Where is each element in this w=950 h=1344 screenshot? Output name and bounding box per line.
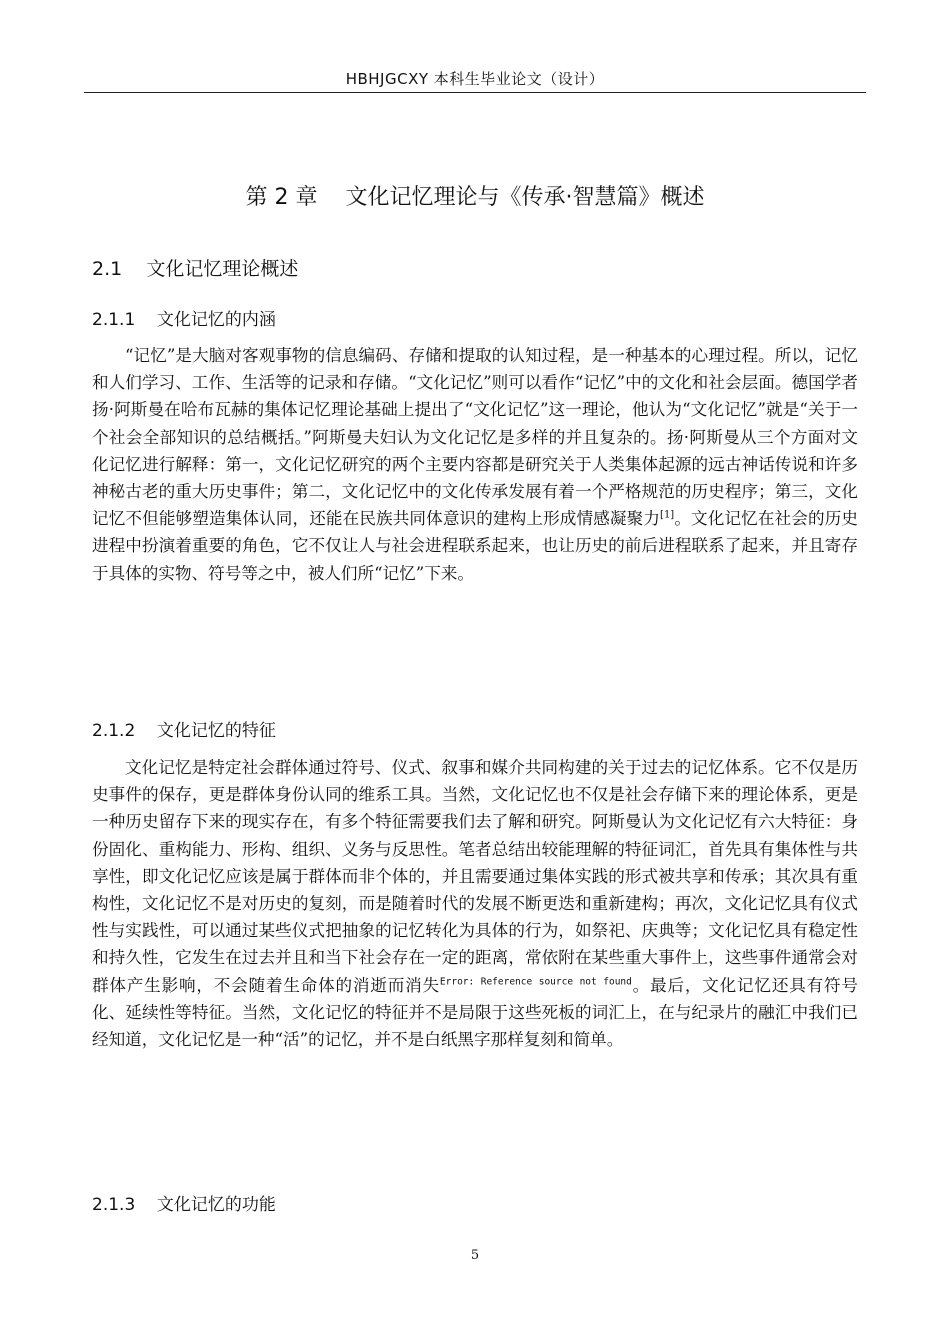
section-heading-2-1-1: 2.1.1 文化记忆的内涵 [92,310,276,330]
paragraph-cultural-memory-features [92,754,858,1053]
paragraph-cultural-memory-connotation [92,342,858,587]
chapter-title: 第 2 章 文化记忆理论与《传承·智慧篇》概述 [245,185,705,210]
citation-ref: [1] [660,509,675,521]
page-number: 5 [470,1248,480,1263]
paragraph-text: 文化记忆是特定社会群体通过符号、仪式、叙事和媒介共同构建的关于过去的记忆体系。它不仅是历史事件的保存，更是群体身份认同的维系工具。当然，文化记忆也不仅是社会存储下来的理论体系，更是一种历史留存下来的现实存在，有多个特征需要我们去了解和研究。阿斯曼认为文化记忆有六大特征：身份固化、重构能力、形构、组织、义务与反思性。笔者总结出较能理解的特征词汇，首先具有集体性与共享性，即文化记忆应该是属于群体而非个体的，并且需要通过集体实践的形式被共享和传承；其次具有重构性，文化记忆不是对历史的复刻，而是随着时代的发展不断更迭和重新建构；再次，文化记忆具有仪式性与实践性，可以通过某些仪式把抽象的记忆转化为具体的行为，如祭祀、庆典等；文化记忆具有稳定性和持久性，它发生在过去并且和当下社会存在一定的距离，常依附在某些重大事件上，这些事件通常会对群体产生影响，不会随着生命体的消逝而消失 [92,758,858,995]
section-heading-2-1-2: 2.1.2 文化记忆的特征 [92,721,276,741]
reference-error-text: Error: Reference source not found [439,976,632,988]
paragraph-text: 。文化记忆在社会的历史进程中扮演着重要的角色，它不仅让人与社会进程联系起来，也让历史的前后进程联系了起来，并且寄存于具体的实物、符号等之中，被人们所“记忆”下来。 [92,509,858,583]
paragraph-text: “记忆”是大脑对客观事物的信息编码、存储和提取的认知过程，是一种基本的心理过程。所以，记忆和人们学习、工作、生活等的记录和存储。“文化记忆”则可以看作“记忆”中的文化和社会层面。德国学者扬·阿斯曼在哈布瓦赫的集体记忆理论基础上提出了“文化记忆”这一理论，他认为“文化记忆”就是“关于一个社会全部知识的总结概括。”阿斯曼夫妇认为文化记忆是多样的并且复杂的。扬·阿斯曼从三个方面对文化记忆进行解释：第一，文化记忆研究的两个主要内容都是研究关于人类集体起源的远古神话传说和许多神秘古老的重大历史事件；第二，文化记忆中的文化传承发展有着一个严格规范的历史程序；第三，文化记忆不但能够塑造集体认同，还能在民族共同体意识的建构上形成情感凝聚力 [92,346,858,529]
paragraph-text: 。最后，文化记忆还具有符号化、延续性等特征。当然，文化记忆的特征并不是局限于这些死板的词汇上，在与纪录片的融汇中我们已经知道，文化记忆是一种“活”的记忆，并不是白纸黑字那样复刻和简单。 [92,975,858,1050]
section-heading-2-1-3: 2.1.3 文化记忆的功能 [92,1195,276,1215]
page-header: HBHJGCXY 本科生毕业论文（设计） [84,66,866,93]
section-heading-2-1: 2.1 文化记忆理论概述 [92,258,299,280]
